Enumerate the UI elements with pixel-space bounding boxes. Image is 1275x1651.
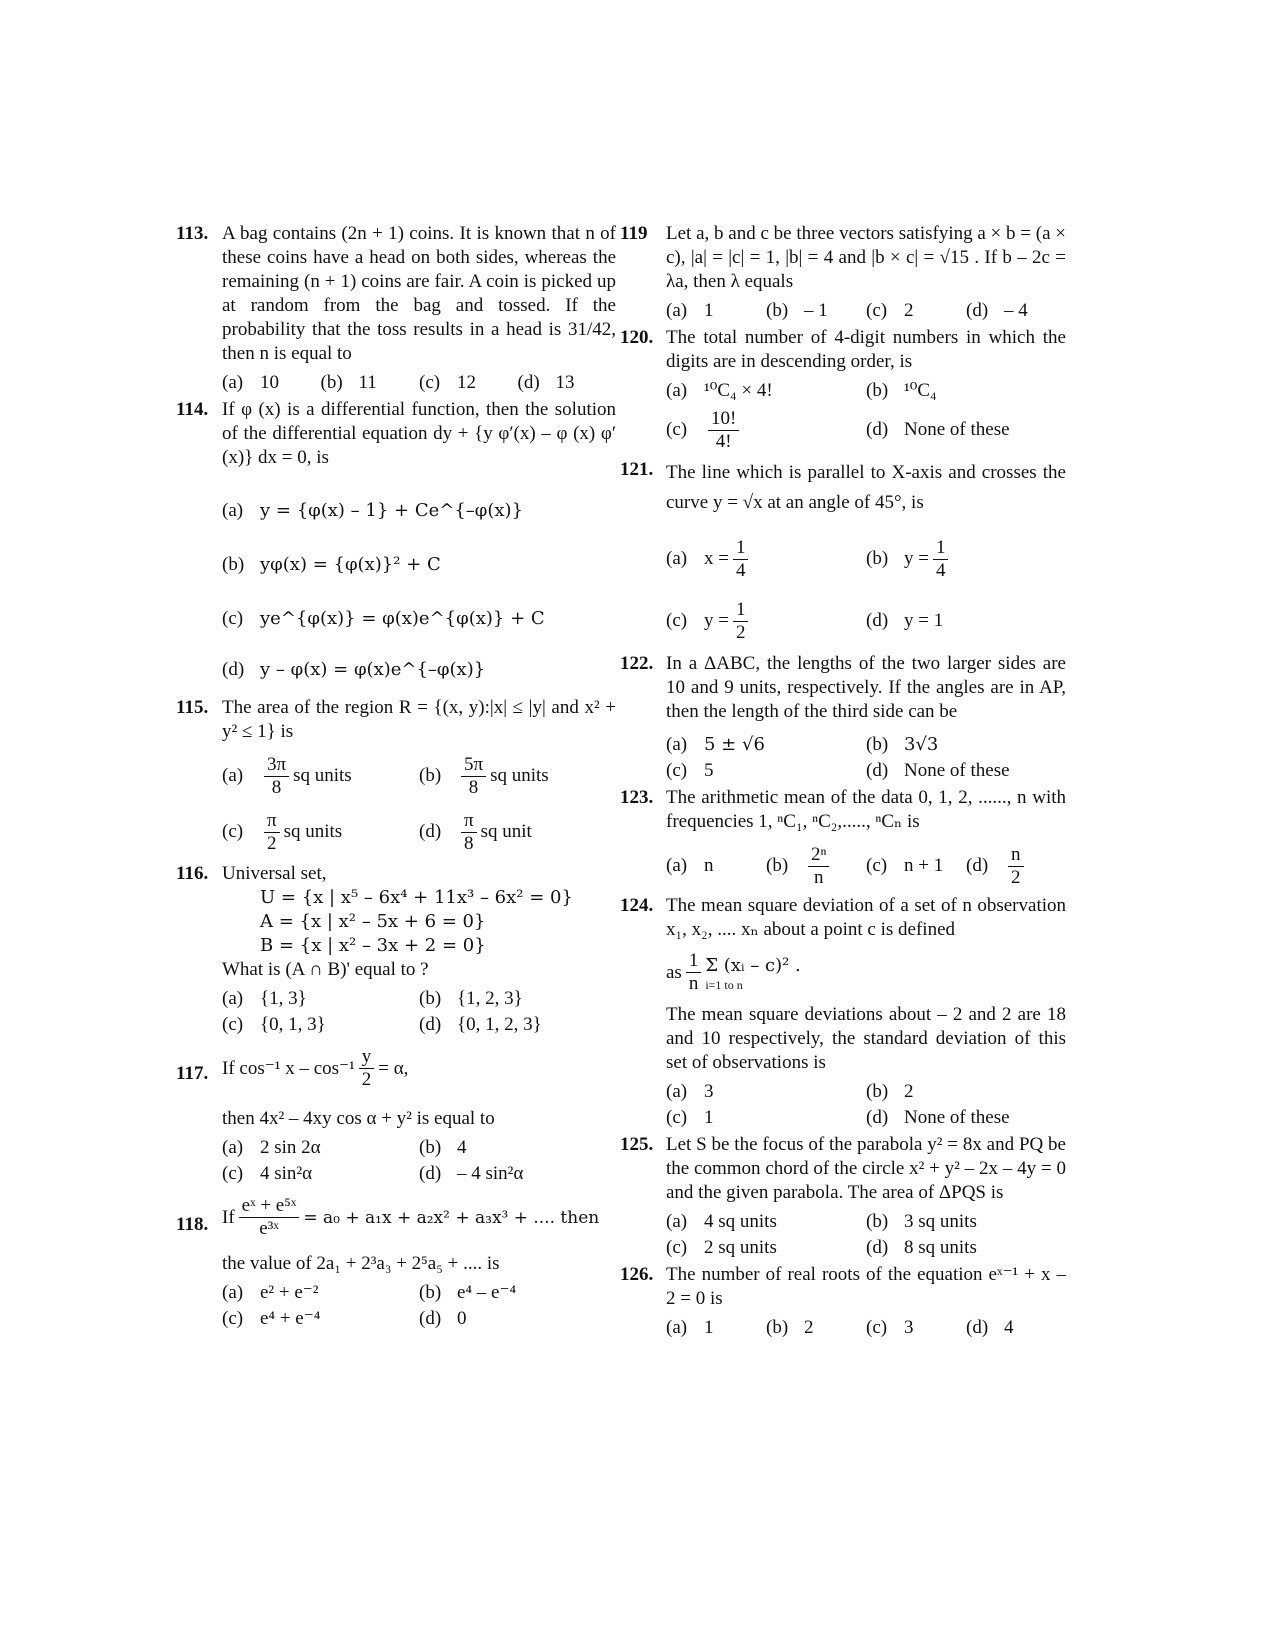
option-b[interactable] bbox=[866, 1079, 1066, 1105]
option-text: 3 bbox=[704, 1081, 714, 1102]
option-text: None of these bbox=[904, 1107, 1010, 1128]
question-number: 122. bbox=[620, 653, 654, 674]
denominator: e³ˣ bbox=[259, 1218, 279, 1239]
options bbox=[666, 526, 1066, 650]
option-a[interactable] bbox=[666, 1079, 866, 1105]
option-text: ¹⁰C₄ bbox=[904, 380, 937, 401]
option-label: (a) bbox=[666, 734, 688, 755]
numerator: eˣ + e⁵ˣ bbox=[239, 1195, 300, 1218]
option-a[interactable] bbox=[222, 986, 419, 1012]
numerator: π bbox=[461, 810, 477, 833]
option-d[interactable] bbox=[518, 370, 617, 396]
option-text: y – φ(x) = φ(x)e^{–φ(x)} bbox=[260, 659, 486, 680]
option-c[interactable] bbox=[222, 1306, 419, 1332]
option-b[interactable] bbox=[866, 378, 1066, 404]
option-label: (a) bbox=[666, 548, 688, 569]
fraction bbox=[733, 537, 749, 582]
question-114 bbox=[176, 398, 616, 694]
option-text: ¹⁰C₄ × 4! bbox=[704, 380, 773, 401]
fraction bbox=[933, 537, 949, 582]
option-d[interactable] bbox=[866, 758, 1066, 784]
options bbox=[666, 378, 1066, 456]
question-124 bbox=[620, 894, 1066, 1131]
option-c[interactable] bbox=[666, 404, 866, 456]
question-126 bbox=[620, 1263, 1066, 1341]
option-c[interactable] bbox=[866, 840, 966, 892]
option-pre: y = bbox=[904, 548, 929, 569]
option-b[interactable] bbox=[419, 748, 616, 804]
question-number: 116. bbox=[176, 863, 209, 884]
option-label: (c) bbox=[222, 1308, 244, 1329]
summation-expression: Σ (xᵢ – c)² . bbox=[705, 954, 801, 976]
option-label: (a) bbox=[222, 765, 244, 786]
numerator: 10! bbox=[708, 408, 739, 431]
option-label: (b) bbox=[766, 1317, 789, 1338]
option-label: (c) bbox=[666, 1237, 688, 1258]
option-a[interactable] bbox=[222, 748, 419, 804]
option-a[interactable] bbox=[222, 484, 616, 538]
question-117 bbox=[176, 1046, 616, 1187]
option-label: (b) bbox=[419, 1137, 442, 1158]
option-a[interactable] bbox=[666, 732, 866, 758]
question-number: 113. bbox=[176, 223, 209, 244]
numerator: 1 bbox=[733, 599, 749, 622]
option-text: 2 sq units bbox=[704, 1237, 777, 1258]
option-label: (d) bbox=[866, 1107, 889, 1128]
option-text: 4 bbox=[1004, 1317, 1014, 1338]
option-text: 13 bbox=[555, 372, 575, 393]
option-c[interactable] bbox=[222, 592, 616, 646]
option-text: 3√3 bbox=[904, 734, 939, 755]
question-number: 119 bbox=[620, 223, 648, 244]
option-text: 2 bbox=[804, 1317, 814, 1338]
question-113 bbox=[176, 222, 616, 396]
option-label: (c) bbox=[222, 1163, 244, 1184]
option-c[interactable] bbox=[666, 758, 866, 784]
question-stem: The arithmetic mean of the data 0, 1, 2, ......, n with frequencies 1, ⁿC₁, ⁿC₂,....., ⁿCₙ is bbox=[666, 787, 1066, 832]
option-label: (d) bbox=[419, 1308, 442, 1329]
option-label: (c) bbox=[866, 1317, 888, 1338]
option-text: 8 sq units bbox=[904, 1237, 977, 1258]
question-number: 115. bbox=[176, 697, 209, 718]
question-number: 123. bbox=[620, 787, 654, 808]
question-stem: A bag contains (2n + 1) coins. It is known that n of these coins have a head on both sides, whereas the remaining (n + 1) coins are fair. A coin is picked up at random from the bag and tossed. If the probability that the toss results in a head is 31/42, then n is equal to bbox=[222, 223, 616, 364]
option-d[interactable] bbox=[419, 804, 616, 860]
option-text: 0 bbox=[457, 1308, 467, 1329]
option-b[interactable] bbox=[222, 538, 616, 592]
option-d[interactable] bbox=[966, 840, 1066, 892]
option-text: 4 bbox=[457, 1137, 467, 1158]
set-a: A = {x | x² – 5x + 6 = 0} bbox=[260, 911, 486, 932]
option-d[interactable] bbox=[419, 1012, 616, 1038]
option-d[interactable] bbox=[419, 1306, 616, 1332]
question-number: 118. bbox=[176, 1214, 209, 1235]
fraction bbox=[239, 1195, 300, 1240]
question-ask: then 4x² – 4xy cos α + y² is equal to bbox=[222, 1108, 495, 1129]
option-b[interactable] bbox=[419, 1280, 616, 1306]
question-stem: The area of the region R = {(x, y):|x| ≤ |y| and x² + y² ≤ 1} is bbox=[222, 697, 616, 742]
unit: sq units bbox=[293, 765, 352, 786]
option-label: (b) bbox=[419, 988, 442, 1009]
option-text: {0, 1, 3} bbox=[260, 1014, 326, 1035]
option-label: (b) bbox=[866, 1211, 889, 1232]
summation bbox=[705, 954, 800, 992]
option-text: None of these bbox=[904, 760, 1010, 781]
denominator: 8 bbox=[468, 776, 479, 798]
option-text: n bbox=[704, 855, 714, 876]
question-number: 124. bbox=[620, 895, 654, 916]
set-definitions bbox=[222, 886, 616, 958]
option-label: (d) bbox=[966, 1317, 989, 1338]
option-label: (b) bbox=[866, 548, 889, 569]
fraction bbox=[359, 1046, 375, 1091]
option-d[interactable] bbox=[419, 1161, 616, 1187]
option-text: 1 bbox=[704, 1317, 714, 1338]
numerator: 1 bbox=[686, 950, 702, 973]
denominator: 4 bbox=[735, 559, 746, 581]
numerator: y bbox=[359, 1046, 375, 1069]
option-d[interactable] bbox=[966, 1315, 1066, 1341]
option-label: (a) bbox=[222, 500, 244, 521]
option-label: (b) bbox=[766, 300, 789, 321]
option-d[interactable] bbox=[866, 1235, 1066, 1261]
option-c[interactable] bbox=[419, 370, 518, 396]
question-stem: If φ (x) is a differential function, then the solution of the differential equation dy + {y φ′(x) – φ (x) φ′(x)} dx = 0, is bbox=[222, 399, 616, 468]
option-a[interactable] bbox=[222, 1135, 419, 1161]
question-stem: The total number of 4-digit numbers in which the digits are in descending order, is bbox=[666, 327, 1066, 372]
option-b[interactable] bbox=[866, 1209, 1066, 1235]
question-number: 117. bbox=[176, 1063, 209, 1084]
option-label: (b) bbox=[320, 372, 343, 393]
options bbox=[666, 732, 1066, 784]
fraction bbox=[264, 754, 289, 799]
fraction bbox=[708, 408, 739, 453]
option-label: (b) bbox=[222, 554, 245, 575]
option-b[interactable] bbox=[866, 732, 1066, 758]
option-label: (b) bbox=[419, 1282, 442, 1303]
numerator: 1 bbox=[933, 537, 949, 560]
numerator: 3π bbox=[264, 754, 289, 777]
option-b[interactable] bbox=[321, 370, 420, 396]
option-c[interactable] bbox=[866, 298, 966, 324]
option-a[interactable] bbox=[222, 370, 321, 396]
option-label: (a) bbox=[666, 1081, 688, 1102]
option-text: 10 bbox=[260, 372, 279, 393]
formula-pre: as bbox=[666, 961, 682, 983]
option-b[interactable] bbox=[866, 526, 1066, 592]
option-label: (a) bbox=[222, 988, 244, 1009]
option-label: (d) bbox=[222, 659, 245, 680]
denominator: 8 bbox=[271, 776, 282, 798]
option-text: n + 1 bbox=[904, 855, 944, 876]
option-c[interactable] bbox=[866, 1315, 966, 1341]
option-a[interactable] bbox=[666, 840, 766, 892]
question-118 bbox=[176, 1195, 616, 1332]
option-text: – 4 bbox=[1004, 300, 1028, 321]
option-text: yφ(x) = {φ(x)}² + C bbox=[260, 554, 441, 575]
option-label: (c) bbox=[222, 608, 244, 629]
options bbox=[222, 748, 616, 860]
fraction bbox=[686, 950, 702, 995]
question-115 bbox=[176, 696, 616, 860]
unit: sq units bbox=[490, 765, 549, 786]
option-label: (b) bbox=[866, 1081, 889, 1102]
option-text: {1, 2, 3} bbox=[457, 988, 523, 1009]
options bbox=[222, 484, 616, 694]
option-label: (c) bbox=[866, 855, 888, 876]
option-d[interactable] bbox=[866, 592, 1066, 650]
numerator: n bbox=[1008, 844, 1024, 867]
formula bbox=[666, 950, 1066, 995]
question-ask: the value of 2a₁ + 2³a₃ + 2⁵a₅ + .... is bbox=[222, 1253, 500, 1274]
option-text: {1, 3} bbox=[260, 988, 307, 1009]
denominator: 2 bbox=[735, 621, 746, 643]
fraction bbox=[461, 810, 477, 855]
question-123 bbox=[620, 786, 1066, 892]
option-label: (b) bbox=[866, 380, 889, 401]
left-column bbox=[176, 222, 616, 1334]
numerator: 2ⁿ bbox=[808, 844, 829, 867]
option-label: (c) bbox=[666, 610, 688, 631]
options bbox=[666, 298, 1066, 324]
option-text: 2 bbox=[904, 300, 914, 321]
fraction bbox=[733, 599, 749, 644]
option-c[interactable] bbox=[222, 1161, 419, 1187]
option-label: (d) bbox=[966, 855, 989, 876]
options bbox=[666, 840, 1066, 892]
option-text: {0, 1, 2, 3} bbox=[457, 1014, 542, 1035]
question-ask: The mean square deviations about – 2 and 2 are 18 and 10 respectively, the standard deviation of this set of observations is bbox=[666, 1004, 1066, 1073]
option-text: e⁴ – e⁻⁴ bbox=[457, 1282, 517, 1303]
question-121 bbox=[620, 458, 1066, 650]
option-a[interactable] bbox=[666, 378, 866, 404]
option-text: ye^{φ(x)} = φ(x)e^{φ(x)} + C bbox=[260, 608, 545, 629]
stem-post: = a₀ + a₁x + a₂x² + a₃x³ + .... then bbox=[303, 1207, 600, 1228]
option-text: 1 bbox=[704, 1107, 714, 1128]
numerator: 5π bbox=[461, 754, 486, 777]
option-pre: x = bbox=[704, 548, 729, 569]
unit: sq unit bbox=[480, 821, 532, 842]
option-label: (d) bbox=[866, 760, 889, 781]
option-label: (b) bbox=[419, 765, 442, 786]
denominator: 2 bbox=[1011, 866, 1021, 888]
numerator: π bbox=[264, 810, 280, 833]
option-a[interactable] bbox=[666, 1209, 866, 1235]
stem-pre: If cos⁻¹ x – cos⁻¹ bbox=[222, 1057, 355, 1079]
option-label: (d) bbox=[866, 610, 889, 631]
question-stem: Universal set, bbox=[222, 863, 327, 884]
option-c[interactable] bbox=[666, 1105, 866, 1131]
options bbox=[666, 1315, 1066, 1341]
options bbox=[222, 986, 616, 1038]
denominator: 4! bbox=[715, 430, 732, 452]
option-label: (c) bbox=[419, 372, 441, 393]
option-label: (c) bbox=[222, 821, 244, 842]
option-text: y = {φ(x) – 1} + Ce^{–φ(x)} bbox=[260, 500, 524, 521]
option-d[interactable] bbox=[866, 1105, 1066, 1131]
option-label: (c) bbox=[222, 1014, 244, 1035]
option-label: (d) bbox=[866, 1237, 889, 1258]
option-label: (a) bbox=[666, 380, 688, 401]
right-column bbox=[620, 222, 1066, 1343]
question-stem bbox=[222, 1195, 616, 1240]
question-stem: The number of real roots of the equation eˣ⁻¹ + x – 2 = 0 is bbox=[666, 1264, 1066, 1309]
question-ask: What is (A ∩ B)' equal to ? bbox=[222, 959, 429, 980]
option-text: 5 ± √6 bbox=[704, 734, 765, 755]
denominator: n bbox=[688, 973, 699, 994]
question-stem: Let a, b and c be three vectors satisfying a × b = (a × c), |a| = |c| = 1, |b| = 4 and |b × c| = √15 . If b – 2c = λa, then λ equals bbox=[666, 223, 1066, 292]
question-stem bbox=[222, 1046, 616, 1091]
options bbox=[666, 1079, 1066, 1131]
option-a[interactable] bbox=[666, 298, 766, 324]
option-label: (d) bbox=[419, 1014, 442, 1035]
option-label: (a) bbox=[222, 372, 244, 393]
question-120 bbox=[620, 326, 1066, 456]
fraction bbox=[808, 844, 829, 889]
question-119 bbox=[620, 222, 1066, 324]
option-text: 2 sin 2α bbox=[260, 1137, 321, 1158]
option-text: 3 sq units bbox=[904, 1211, 977, 1232]
option-c[interactable] bbox=[666, 1235, 866, 1261]
stem-pre: If bbox=[222, 1206, 235, 1228]
option-label: (c) bbox=[866, 300, 888, 321]
options bbox=[222, 1135, 616, 1187]
option-a[interactable] bbox=[666, 1315, 766, 1341]
denominator: 2 bbox=[361, 1069, 372, 1090]
question-125 bbox=[620, 1133, 1066, 1261]
option-text: 4 sin²α bbox=[260, 1163, 313, 1184]
option-a[interactable] bbox=[222, 1280, 419, 1306]
question-number: 126. bbox=[620, 1264, 654, 1285]
question-number: 120. bbox=[620, 327, 654, 348]
option-label: (c) bbox=[666, 1107, 688, 1128]
option-c[interactable] bbox=[666, 592, 866, 650]
option-text: None of these bbox=[904, 419, 1010, 440]
fraction bbox=[461, 754, 486, 799]
numerator: 1 bbox=[733, 537, 749, 560]
option-label: (d) bbox=[419, 821, 442, 842]
summation-limits: i=1 to n bbox=[705, 977, 743, 992]
fraction bbox=[264, 810, 280, 855]
option-label: (b) bbox=[866, 734, 889, 755]
denominator: 8 bbox=[464, 832, 474, 854]
option-text: y = 1 bbox=[904, 610, 944, 631]
option-a[interactable] bbox=[666, 526, 866, 592]
question-number: 114. bbox=[176, 399, 209, 420]
option-text: 5 bbox=[704, 760, 714, 781]
option-text: e² + e⁻² bbox=[260, 1282, 319, 1303]
option-b[interactable] bbox=[766, 1315, 866, 1341]
option-c[interactable] bbox=[222, 1012, 419, 1038]
option-label: (a) bbox=[222, 1137, 244, 1158]
options bbox=[666, 1209, 1066, 1261]
option-text: 2 bbox=[904, 1081, 914, 1102]
question-number: 121. bbox=[620, 459, 654, 480]
set-u: U = {x | x⁵ – 6x⁴ + 11x³ – 6x² = 0} bbox=[260, 887, 573, 908]
option-text: 11 bbox=[358, 372, 377, 393]
option-label: (c) bbox=[666, 419, 688, 440]
question-122 bbox=[620, 652, 1066, 784]
question-stem: In a ΔABC, the lengths of the two larger sides are 10 and 9 units, respectively. If the angles are in AP, then the length of the third side can be bbox=[666, 653, 1066, 722]
option-b[interactable] bbox=[766, 840, 866, 892]
option-label: (c) bbox=[666, 760, 688, 781]
fraction bbox=[1008, 844, 1024, 889]
option-label: (a) bbox=[666, 855, 688, 876]
option-text: – 1 bbox=[804, 300, 828, 321]
denominator: 4 bbox=[935, 559, 946, 581]
options bbox=[222, 370, 616, 396]
question-116 bbox=[176, 862, 616, 1038]
option-text: – 4 sin²α bbox=[457, 1163, 524, 1184]
option-text: 4 sq units bbox=[704, 1211, 777, 1232]
option-text: 3 bbox=[904, 1317, 914, 1338]
unit: sq units bbox=[283, 821, 343, 842]
stem-post: = α, bbox=[378, 1057, 409, 1079]
option-d[interactable] bbox=[966, 298, 1066, 324]
question-stem: Let S be the focus of the parabola y² = 8x and PQ be the common chord of the circle x² + y² – 2x – 4y = 0 and the given parabola. The area of ΔPQS is bbox=[666, 1134, 1066, 1203]
option-label: (a) bbox=[666, 1211, 688, 1232]
option-label: (a) bbox=[666, 300, 688, 321]
question-stem: The mean square deviation of a set of n observation x₁, x₂, .... xₙ about a point c is defined bbox=[666, 895, 1066, 940]
option-label: (b) bbox=[766, 855, 789, 876]
options bbox=[222, 1280, 616, 1332]
option-label: (d) bbox=[966, 300, 989, 321]
option-text: 1 bbox=[704, 300, 714, 321]
option-c[interactable] bbox=[222, 804, 419, 860]
option-label: (d) bbox=[419, 1163, 442, 1184]
option-label: (d) bbox=[517, 372, 540, 393]
option-b[interactable] bbox=[419, 1135, 616, 1161]
option-d[interactable] bbox=[222, 646, 616, 694]
set-b: B = {x | x² – 3x + 2 = 0} bbox=[260, 935, 486, 956]
option-b[interactable] bbox=[766, 298, 866, 324]
option-label: (a) bbox=[666, 1317, 688, 1338]
option-text: e⁴ + e⁻⁴ bbox=[260, 1308, 321, 1329]
denominator: n bbox=[813, 866, 824, 888]
option-label: (d) bbox=[866, 419, 889, 440]
option-d[interactable] bbox=[866, 404, 1066, 456]
option-text: 12 bbox=[457, 372, 476, 393]
option-b[interactable] bbox=[419, 986, 616, 1012]
option-label: (a) bbox=[222, 1282, 244, 1303]
question-stem: The line which is parallel to X-axis and crosses the curve y = √x at an angle of 45°, is bbox=[666, 462, 1066, 513]
denominator: 2 bbox=[267, 832, 277, 854]
option-pre: y = bbox=[704, 610, 729, 631]
question-number: 125. bbox=[620, 1134, 654, 1155]
